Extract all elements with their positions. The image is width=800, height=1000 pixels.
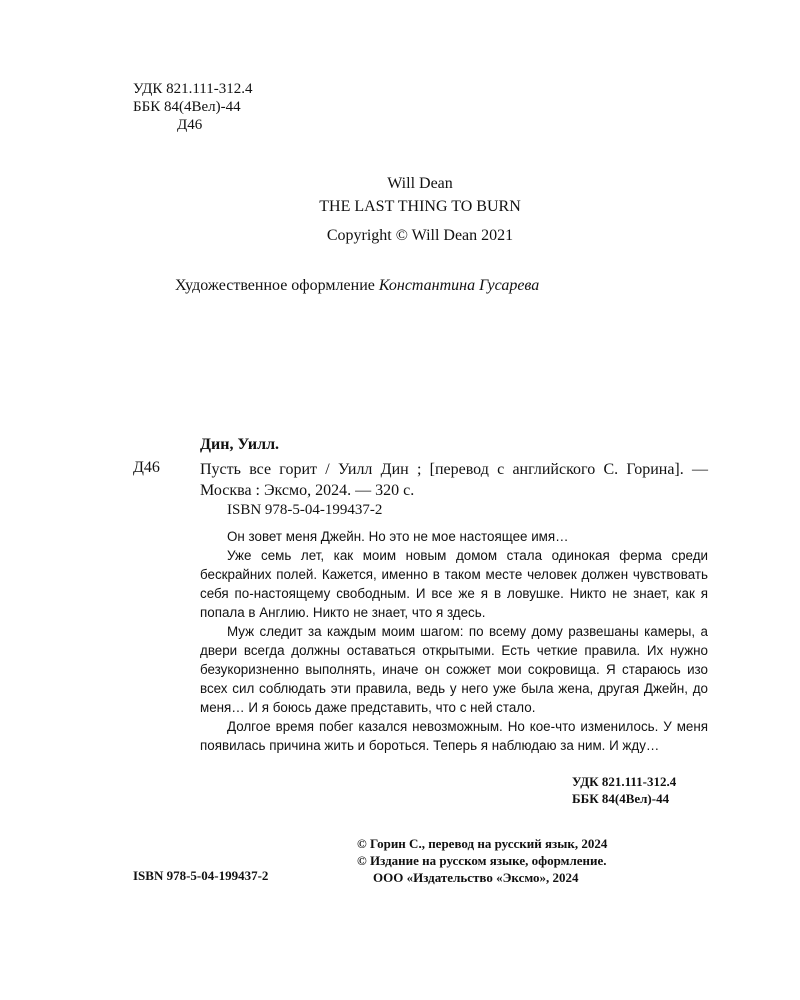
record-author-mark: Д46 bbox=[133, 459, 160, 476]
annotation-paragraph: Долгое время побег казался невозможным. Но кое-что изменилось. У меня появилась причина жить и бороться. Теперь я наблюдаю за ним. И жду… bbox=[200, 719, 708, 753]
translation-copyright: © Горин С., перевод на русский язык, 2024 bbox=[357, 836, 608, 851]
original-title: THE LAST THING TO BURN bbox=[319, 198, 521, 215]
original-author: Will Dean bbox=[387, 175, 453, 192]
isbn-record: ISBN 978-5-04-199437-2 bbox=[227, 502, 383, 518]
record-author-heading: Дин, Уилл. bbox=[200, 436, 280, 453]
annotation-paragraph: Муж следит за каждым моим шагом: по всему дому развешаны камеры, а двери всегда должны оставаться открытыми. Есть четкие правила. Их нужно безукоризненно выполнять, иначе он сожжет мои сокровища. Я стараюсь изо всех сил соблюдать эти правила, ведь у него уже была жена, другая Джейн, до меня… И я боюсь даже представить, что с ней стало. bbox=[200, 624, 708, 715]
bibliographic-description: Пусть все горит / Уилл Дин ; [перевод с английского С. Горина]. — Москва : Эксмо, 2024. — 320 с. bbox=[200, 461, 708, 499]
udk-code-bottom: УДК 821.111-312.4 bbox=[572, 774, 677, 789]
bbk-code: ББК 84(4Вел)-44 bbox=[133, 99, 241, 115]
author-mark: Д46 bbox=[177, 117, 203, 133]
classification-block-top bbox=[133, 80, 252, 134]
classification-block-bottom bbox=[572, 773, 676, 807]
annotation-paragraph: Уже семь лет, как моим новым домом стала одинокая ферма среди бескрайних полей. Кажется, именно в таком месте человек должен чувствовать себя по-настоящему свободным. И все же я в ловушке. Никто не знает, как я попала в Англию. Никто не знает, что я здесь. bbox=[200, 548, 708, 620]
design-credit-name: Константина Гусарева bbox=[378, 277, 540, 294]
udk-code: УДК 821.111-312.4 bbox=[133, 81, 253, 97]
annotation bbox=[200, 527, 708, 755]
original-copyright: Copyright © Will Dean 2021 bbox=[326, 227, 514, 244]
copyright-block bbox=[357, 835, 607, 886]
bbk-code-bottom: ББК 84(4Вел)-44 bbox=[572, 791, 670, 806]
isbn-bottom: ISBN 978-5-04-199437-2 bbox=[133, 868, 269, 883]
design-credit-label: Художественное оформление bbox=[175, 277, 375, 294]
publisher-copyright: ООО «Издательство «Эксмо», 2024 bbox=[373, 870, 579, 885]
edition-copyright: © Издание на русском языке, оформление. bbox=[357, 853, 607, 868]
design-credit bbox=[175, 277, 539, 295]
annotation-paragraph: Он зовет меня Джейн. Но это не мое настоящее имя… bbox=[227, 529, 569, 544]
